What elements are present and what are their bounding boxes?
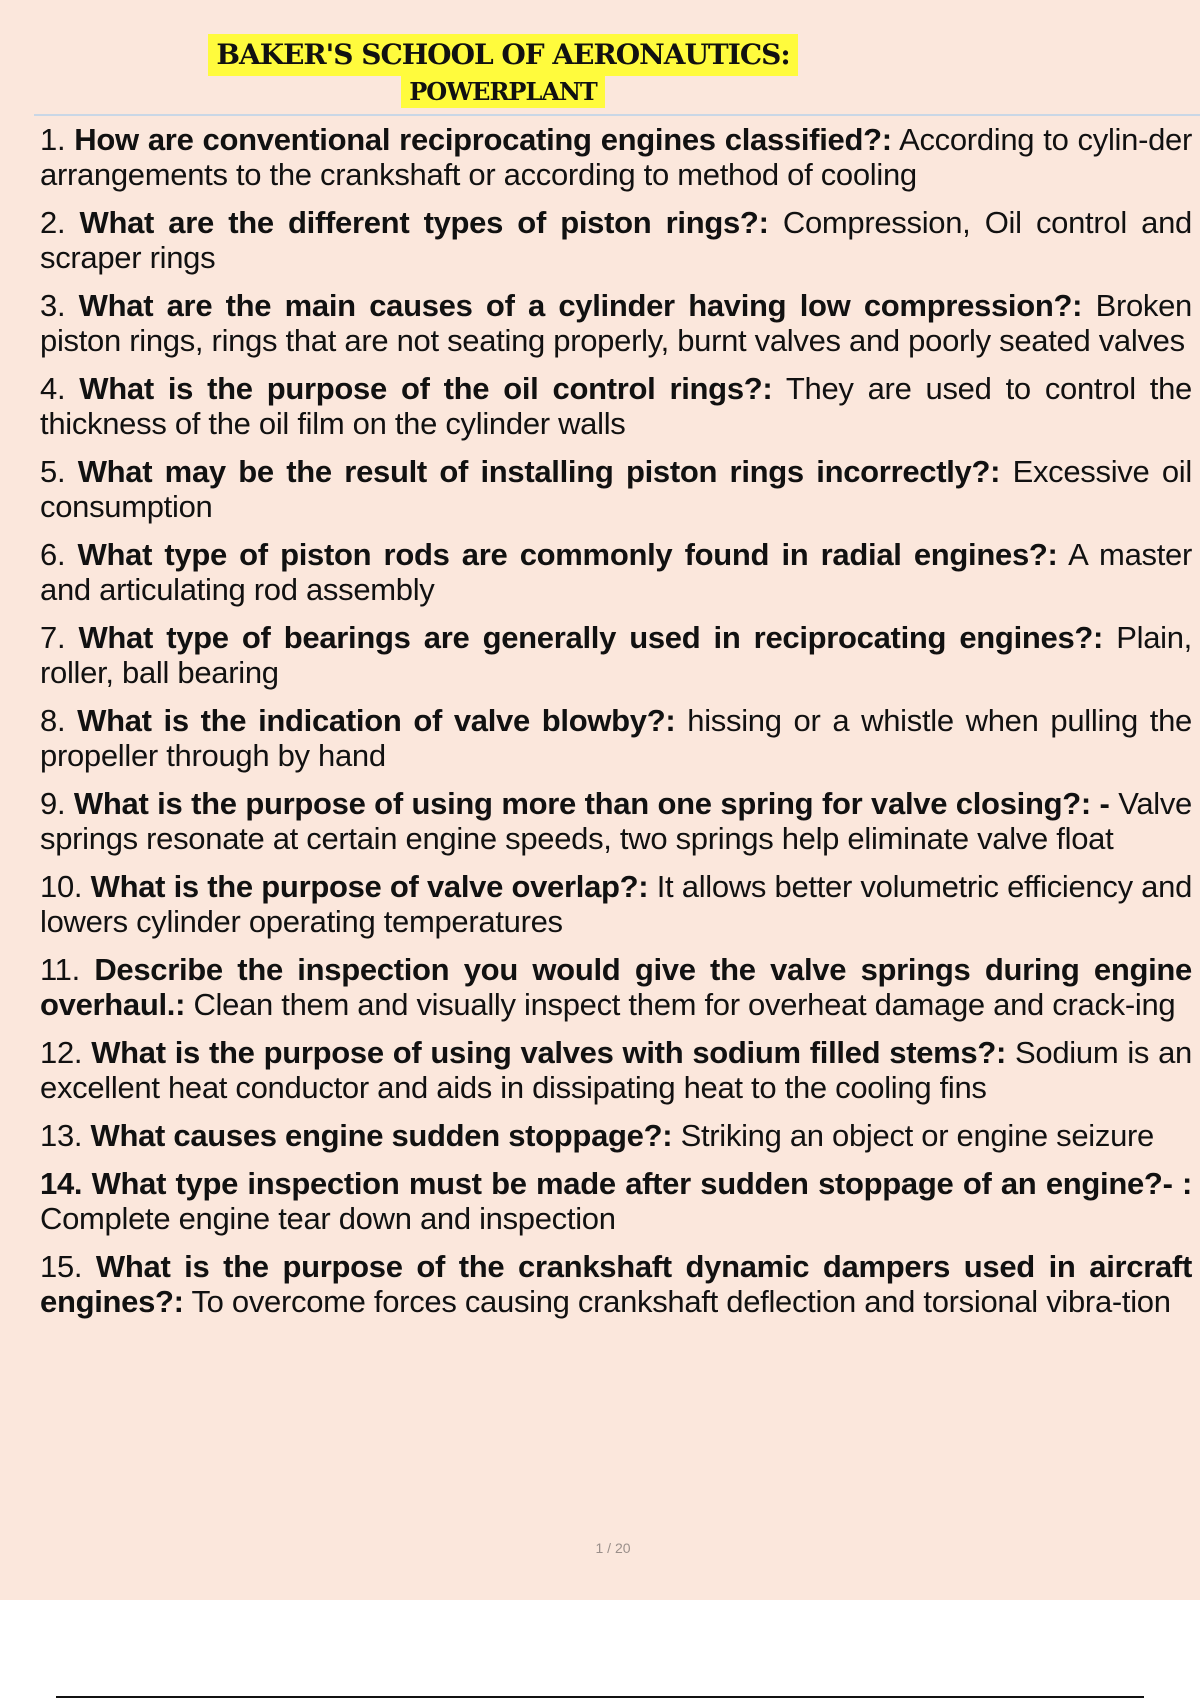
qa-item bbox=[40, 371, 1192, 441]
title-divider bbox=[34, 114, 1200, 116]
qa-item bbox=[40, 869, 1192, 939]
qa-item bbox=[40, 1035, 1192, 1105]
answer: It allows better volumetric efficiency and lowers cylinder operating temperatures bbox=[40, 869, 1193, 939]
qa-item bbox=[40, 620, 1192, 690]
qa-item bbox=[40, 122, 1192, 192]
qa-item bbox=[40, 537, 1192, 607]
document-title bbox=[0, 34, 1006, 108]
answer: According to cylin-der arrangements to the crankshaft or according to method of cooling bbox=[40, 122, 1192, 192]
item-number: 3. bbox=[40, 288, 79, 323]
question: What is the purpose of using more than one spring for valve closing?: - bbox=[73, 786, 1110, 821]
question: How are conventional reciprocating engines classified?: bbox=[74, 122, 892, 157]
item-number: 4. bbox=[40, 371, 80, 406]
answer: Plain, roller, ball bearing bbox=[40, 620, 1192, 690]
question: What are the main causes of a cylinder having low compression?: bbox=[78, 288, 1083, 323]
item-number: 15. bbox=[40, 1249, 96, 1284]
answer: Broken piston rings, rings that are not seating properly, burnt valves and poorly seated valves bbox=[40, 288, 1192, 358]
item-number: 13. bbox=[40, 1118, 91, 1153]
answer: To overcome forces causing crankshaft deflection and torsional vibra-tion bbox=[183, 1284, 1171, 1319]
answer: Compression, Oil control and scraper rings bbox=[40, 205, 1192, 275]
item-number: 8. bbox=[40, 703, 78, 738]
answer: Excessive oil consumption bbox=[40, 454, 1192, 524]
qa-item bbox=[40, 1249, 1192, 1319]
bottom-divider bbox=[56, 1696, 1144, 1698]
item-number: 14. bbox=[40, 1166, 92, 1201]
qa-item bbox=[40, 454, 1192, 524]
qa-item bbox=[40, 288, 1192, 358]
question: What causes engine sudden stoppage?: bbox=[90, 1118, 673, 1153]
answer: Sodium is an excellent heat conductor and aids in dissipating heat to the cooling fins bbox=[40, 1035, 1192, 1105]
question: What is the purpose of using valves with sodium filled stems?: bbox=[91, 1035, 1007, 1070]
item-number: 12. bbox=[40, 1035, 92, 1070]
answer: Clean them and visually inspect them for overheat damage and crack-ing bbox=[185, 987, 1176, 1022]
answer: They are used to control the thickness of the oil film on the cylinder walls bbox=[40, 371, 1192, 441]
item-number: 1. bbox=[40, 122, 75, 157]
question: What may be the result of installing piston rings incorrectly?: bbox=[77, 454, 1001, 489]
answer: Valve springs resonate at certain engine speeds, two springs help eliminate valve float bbox=[40, 786, 1192, 856]
answer: hissing or a whistle when pulling the propeller through by hand bbox=[40, 703, 1192, 773]
qa-item bbox=[40, 1166, 1192, 1236]
title-line-2: POWERPLANT bbox=[401, 76, 604, 108]
answer: A master and articulating rod assembly bbox=[40, 537, 1192, 607]
question: What is the purpose of valve overlap?: bbox=[90, 869, 649, 904]
page-indicator: 1 / 20 bbox=[595, 1540, 631, 1556]
qa-item bbox=[40, 952, 1192, 1022]
question: What type of bearings are generally used in reciprocating engines?: bbox=[78, 620, 1104, 655]
question: What type of piston rods are commonly found in radial engines?: bbox=[77, 537, 1058, 572]
title-line-1: BAKER'S SCHOOL OF AERONAUTICS: bbox=[208, 34, 797, 76]
question: What is the indication of valve blowby?: bbox=[77, 703, 676, 738]
question: What type inspection must be made after sudden stoppage of an engine?- : bbox=[91, 1166, 1192, 1201]
question: What are the different types of piston rings?: bbox=[79, 205, 769, 240]
question: Describe the inspection you would give the valve springs during engine overhaul.: bbox=[40, 952, 1192, 1022]
qa-item bbox=[40, 205, 1192, 275]
qa-item bbox=[40, 1118, 1192, 1153]
question: What is the purpose of the crankshaft dynamic dampers used in aircraft engines?: bbox=[40, 1249, 1192, 1319]
answer: Complete engine tear down and inspection bbox=[40, 1201, 616, 1236]
qa-item bbox=[40, 703, 1192, 773]
qa-item bbox=[40, 786, 1192, 856]
item-number: 11. bbox=[40, 952, 95, 987]
qa-list bbox=[40, 122, 1192, 1332]
item-number: 6. bbox=[40, 537, 78, 572]
item-number: 2. bbox=[40, 205, 80, 240]
answer: Striking an object or engine seizure bbox=[672, 1118, 1154, 1153]
question: What is the purpose of the oil control rings?: bbox=[79, 371, 773, 406]
item-number: 10. bbox=[40, 869, 91, 904]
item-number: 5. bbox=[40, 454, 78, 489]
item-number: 9. bbox=[40, 786, 74, 821]
item-number: 7. bbox=[40, 620, 79, 655]
